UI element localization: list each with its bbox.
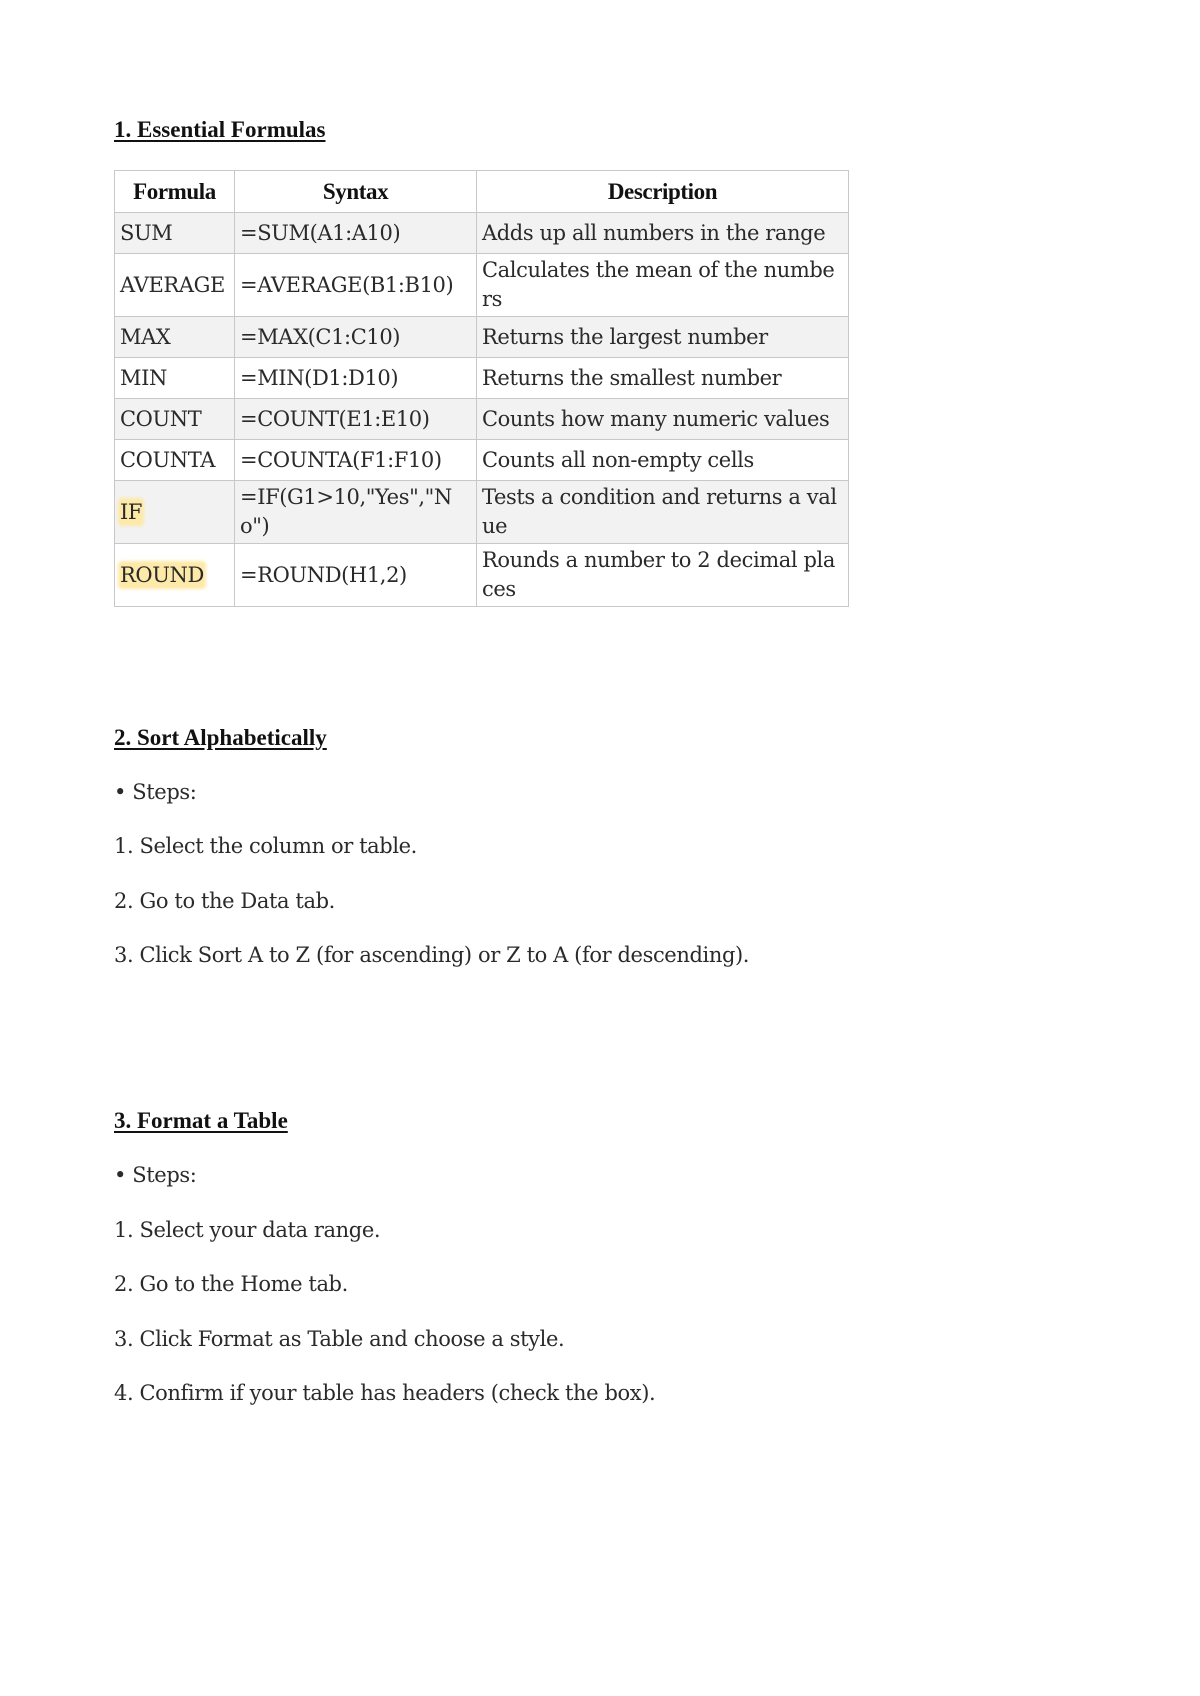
section-heading-essential-formulas: 1. Essential Formulas [114, 117, 326, 142]
syntax-cell: =MIN(D1:D10) [235, 358, 477, 399]
table-header-row [115, 171, 849, 213]
description-cell: Returns the smallest number [477, 358, 849, 399]
step-item: 3. Click Sort A to Z (for ascending) or Z to A (for descending). [114, 943, 750, 967]
syntax-cell: =MAX(C1:C10) [235, 317, 477, 358]
formula-cell: COUNTA [115, 440, 235, 481]
step-item: 2. Go to the Home tab. [114, 1272, 348, 1296]
column-header-syntax: Syntax [235, 171, 477, 213]
steps-label: • Steps: [114, 1163, 197, 1187]
syntax-cell: =SUM(A1:A10) [235, 213, 477, 254]
step-item: 1. Select the column or table. [114, 834, 417, 858]
formula-cell: MIN [115, 358, 235, 399]
formula-cell [115, 481, 235, 544]
formula-cell [115, 544, 235, 607]
table-row [115, 317, 849, 358]
description-cell: Tests a condition and returns a value [477, 481, 849, 544]
description-cell: Adds up all numbers in the range [477, 213, 849, 254]
table-row [115, 358, 849, 399]
syntax-cell: =COUNT(E1:E10) [235, 399, 477, 440]
formulas-table [114, 170, 849, 607]
description-cell: Counts all non-empty cells [477, 440, 849, 481]
formula-cell: SUM [115, 213, 235, 254]
column-header-formula: Formula [115, 171, 235, 213]
steps-label: • Steps: [114, 780, 197, 804]
section-heading-format-a-table: 3. Format a Table [114, 1108, 288, 1133]
description-cell: Rounds a number to 2 decimal places [477, 544, 849, 607]
description-cell: Calculates the mean of the numbers [477, 254, 849, 317]
description-cell: Counts how many numeric values [477, 399, 849, 440]
formula-cell: COUNT [115, 399, 235, 440]
section-heading-sort-alphabetically: 2. Sort Alphabetically [114, 725, 327, 750]
column-header-description: Description [477, 171, 849, 213]
description-cell: Returns the largest number [477, 317, 849, 358]
step-item: 4. Confirm if your table has headers (check the box). [114, 1381, 656, 1405]
table-row [115, 440, 849, 481]
syntax-cell: =IF(G1>10,"Yes","No") [235, 481, 477, 544]
step-item: 2. Go to the Data tab. [114, 889, 335, 913]
formula-cell: AVERAGE [115, 254, 235, 317]
formula-cell: MAX [115, 317, 235, 358]
syntax-cell: =ROUND(H1,2) [235, 544, 477, 607]
table-row [115, 254, 849, 317]
step-item: 1. Select your data range. [114, 1218, 381, 1242]
syntax-cell: =AVERAGE(B1:B10) [235, 254, 477, 317]
table-row [115, 213, 849, 254]
table-row [115, 399, 849, 440]
step-item: 3. Click Format as Table and choose a style. [114, 1327, 565, 1351]
syntax-cell: =COUNTA(F1:F10) [235, 440, 477, 481]
table-row [115, 544, 849, 607]
table-row [115, 481, 849, 544]
highlighted-formula: ROUND [120, 562, 204, 587]
highlighted-formula: IF [120, 499, 143, 524]
